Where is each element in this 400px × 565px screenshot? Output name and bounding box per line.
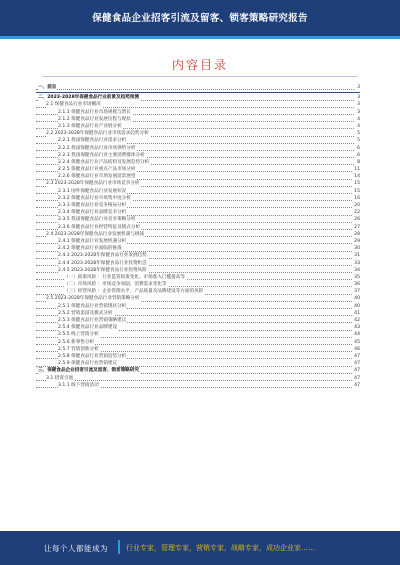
toc-leader-dots	[36, 375, 354, 381]
toc-entry-page: 29	[354, 238, 360, 244]
toc-entry[interactable]	[36, 367, 360, 374]
toc-entry-label: 2.3.4 保健食品行业品牌竞争分析	[58, 210, 127, 216]
toc-entry-page: 4	[357, 116, 360, 122]
toc-entry[interactable]	[36, 159, 360, 166]
toc-entry-label: 二、2023-2028年保健食品行业前景及趋势预测	[38, 95, 139, 101]
toc-entry-label: （二）市场风险 ：市场竞争加剧、消费需求变化等	[64, 282, 167, 288]
toc-entry-label: 2.4.4 2023-2028年保健食品行业投资机会	[58, 260, 147, 266]
toc-entry-label: 三、保健食品企业招客引流及留客、锁客策略研究	[38, 368, 140, 374]
toc-entry-page: 34	[354, 267, 360, 273]
toc-entry-page: 40	[354, 296, 360, 302]
toc-entry-label: 2.2.2 我国保健食品行业市场供给分析	[58, 145, 136, 151]
toc-entry[interactable]	[36, 137, 360, 144]
toc-entry-page: 42	[354, 318, 360, 323]
toc-entry-page: 47	[354, 375, 360, 381]
footer-slogan: 让每个人都能成为	[44, 544, 108, 553]
toc-entry-label: 2.5.3 保健食品行业营销策略建议	[58, 318, 127, 323]
toc-entry[interactable]	[36, 130, 360, 137]
toc-entry[interactable]	[36, 303, 360, 310]
toc-entry-label: 2.2.3 我国保健食品行业主要消费群体分析	[58, 152, 145, 158]
toc-entry[interactable]	[36, 109, 360, 116]
section-rule	[36, 92, 360, 93]
toc-entry-label: 2.3.2 保健食品行业市场集中度分析	[58, 195, 131, 201]
toc-entry-label: 2.5.6 新零售分析	[58, 339, 95, 345]
toc-entry-page: 3	[357, 85, 360, 90]
toc-entry-page: 5	[357, 138, 360, 144]
toc-entry[interactable]	[36, 360, 360, 367]
toc-entry[interactable]	[36, 346, 360, 353]
toc-divider	[42, 76, 358, 77]
toc-entry[interactable]	[36, 216, 360, 223]
toc-entry[interactable]	[36, 375, 360, 382]
toc-entry-label: 2.1.1 保健食品行业市场规模与增长	[58, 109, 131, 115]
toc-entry-page: 6	[357, 152, 360, 158]
toc-entry-label: 2.5.7 营销创新分析	[58, 346, 99, 352]
toc-entry-page: 30	[354, 246, 360, 252]
toc-entry-page: 43	[354, 325, 360, 331]
toc-entry-label: 2.2.5 保健食品行业重点产品市场分析	[58, 167, 136, 173]
toc-entry[interactable]	[36, 252, 360, 259]
toc-entry-label: 2.3.3 保健食品行业竞争格局分析	[58, 203, 127, 208]
toc-entry[interactable]	[36, 339, 360, 346]
toc-entry-label: （三）经营风险 ：企业管理水平、产品质量及品牌建设等方面的风险	[64, 289, 204, 295]
toc-entry-page: 28	[354, 231, 360, 237]
toc-entry[interactable]	[36, 116, 360, 123]
toc-entry-page: 27	[354, 224, 360, 230]
toc-entry-page: 22	[354, 210, 360, 216]
toc-entry[interactable]	[36, 317, 360, 324]
toc-entry[interactable]	[36, 123, 360, 130]
toc-entry-page: 11	[354, 167, 360, 173]
toc-entry[interactable]	[36, 245, 360, 252]
toc-entry[interactable]	[36, 173, 360, 180]
toc-entry[interactable]	[36, 310, 360, 317]
toc-entry[interactable]	[36, 324, 360, 331]
toc-entry-page: 4	[357, 123, 360, 129]
toc-entry-label: 2.5.2 营销渠道及模式分析	[58, 310, 113, 316]
toc-entry-label: 2.4.1 保健食品行业发展机遇分析	[58, 238, 127, 244]
toc-entry-page: 5	[357, 131, 360, 137]
footer-tagline: 行业专家，管理专家，营销专家，战略专家，成功企业家……	[126, 544, 315, 552]
report-title: 保健食品企业招客引流及留客、锁客策略研究报告	[92, 13, 308, 24]
toc-entry[interactable]	[36, 382, 360, 389]
toc-entry-label: 2.3 2023-2028年保健食品行业市场竞争分析	[46, 181, 140, 187]
toc-entry-page: 15	[354, 181, 360, 187]
toc-entry-page: 45	[354, 339, 360, 345]
toc-entry[interactable]	[36, 260, 360, 267]
toc-entry-label: 2.2.6 保健食品行业市场发展前景展望	[58, 174, 136, 180]
toc-entry-label: 2.5.1 保健食品行业营销现状分析	[58, 303, 127, 309]
toc-entry-page: 47	[354, 361, 360, 367]
toc-entry-page: 20	[354, 203, 360, 208]
toc-entry-page: 16	[354, 195, 360, 201]
toc-entry[interactable]	[36, 180, 360, 187]
toc-entry-label: 2.5.4 保健食品行业品牌建设	[58, 325, 118, 331]
toc-entry[interactable]	[36, 331, 360, 338]
toc-entry-page: 46	[354, 346, 360, 352]
toc-entry[interactable]	[36, 274, 360, 281]
toc-entry-label: 2.4.5 2023-2028年保健食品行业投资风险	[58, 267, 147, 273]
toc-entry[interactable]	[36, 145, 360, 152]
toc-entry[interactable]	[36, 195, 360, 202]
toc-entry[interactable]	[36, 353, 360, 360]
toc-entry-label: 2.5 2023-2028年保健食品行业营销策略分析	[46, 296, 140, 302]
toc-entry-label: 2.5.8 保健食品行业营销趋势分析	[58, 353, 127, 359]
toc-entry-page: 14	[354, 174, 360, 180]
toc-entry-label: 2.3.6 保健食品行业经营特征及模式分析	[58, 224, 141, 230]
toc-entry-label: 3.1.1 线下营销活动	[58, 382, 99, 388]
toc-leader-dots	[36, 84, 354, 90]
toc-entry[interactable]	[36, 224, 360, 231]
toc-entry-label: 2.4.2 保健食品行业面临的挑战	[58, 246, 122, 252]
toc-entry-label: 2.2.1 我国保健食品行业需求分析	[58, 138, 127, 144]
toc-entry[interactable]	[36, 238, 360, 245]
toc-entry-label: 2.2 2023-2028年保健食品行业市场需求趋势分析	[46, 131, 149, 137]
toc-entry-label: 3.1 招客引流	[46, 375, 74, 381]
toc-entry-label: 2.1.3 保健食品行业产业链分析	[58, 123, 122, 129]
toc-entry-page: 3	[357, 102, 360, 108]
toc-entry[interactable]	[36, 267, 360, 274]
toc-entry-label: 2.4.3 2023-2028年保健食品行业发展趋势	[58, 253, 147, 259]
toc-entry-label: 2.1.2 保健食品行业发展历程与现状	[58, 116, 131, 122]
toc-entry-page: 8	[357, 159, 360, 165]
toc-entry-page: 33	[354, 260, 360, 266]
toc-entry-page: 3	[357, 109, 360, 115]
toc-entry-page: 47	[354, 353, 360, 359]
toc-entry[interactable]	[36, 231, 360, 238]
toc-entry[interactable]	[36, 188, 360, 195]
footer-divider	[118, 540, 120, 554]
toc-entry-page: 15	[354, 188, 360, 194]
toc-entry[interactable]	[36, 101, 360, 108]
toc-entry[interactable]	[36, 295, 360, 302]
toc-entry-page: 47	[354, 368, 360, 374]
toc-entry-label: 2.2.4 保健食品行业产品结构及发展趋势分析	[58, 159, 150, 165]
toc-entry[interactable]	[36, 94, 360, 101]
toc-entry-page: 40	[354, 303, 360, 309]
header-stripe	[0, 36, 400, 39]
toc-entry-page: 3	[357, 95, 360, 101]
toc-entry[interactable]	[36, 281, 360, 288]
toc-entry[interactable]	[36, 84, 360, 91]
toc-entry-page: 36	[354, 282, 360, 288]
toc-entry-label: 2.3.1 国外保健食品行业发展状况	[58, 188, 127, 194]
toc-entry-page: 31	[354, 253, 360, 259]
toc-entry-page: 47	[354, 382, 360, 388]
toc-entry-page: 6	[357, 145, 360, 151]
header-bar	[0, 0, 400, 36]
toc-entry-label: 2.1 保健食品行业市场概况	[46, 102, 101, 108]
toc-entry[interactable]	[36, 288, 360, 295]
toc-entry-page: 37	[354, 289, 360, 295]
toc-entry-page: 44	[354, 332, 360, 338]
toc-entry-label: （一）政策风险 ：行业监管政策变化、市场准入门槛提高等	[64, 274, 185, 280]
toc-entry-label: 2.4 2023-2028年保健食品行业发展机遇与挑战	[46, 231, 145, 237]
toc-entry[interactable]	[36, 166, 360, 173]
toc-entry-label: 2.5.5 线上营销分析	[58, 332, 99, 338]
toc-entry[interactable]	[36, 209, 360, 216]
table-of-contents	[36, 84, 360, 389]
footer-bar	[0, 531, 400, 565]
toc-entry-label: 2.3.5 我国保健食品行业竞争策略分析	[58, 217, 136, 223]
toc-entry-label: 2.5.9 保健食品行业营销建议	[58, 361, 118, 367]
toc-heading: 内容目录	[171, 58, 228, 72]
toc-entry-page: 35	[354, 274, 360, 280]
toc-entry[interactable]	[36, 152, 360, 159]
toc-entry-page: 26	[354, 217, 360, 223]
toc-entry-label: 一、前言	[38, 85, 57, 90]
toc-entry-page: 41	[354, 310, 360, 316]
toc-entry[interactable]	[36, 202, 360, 209]
